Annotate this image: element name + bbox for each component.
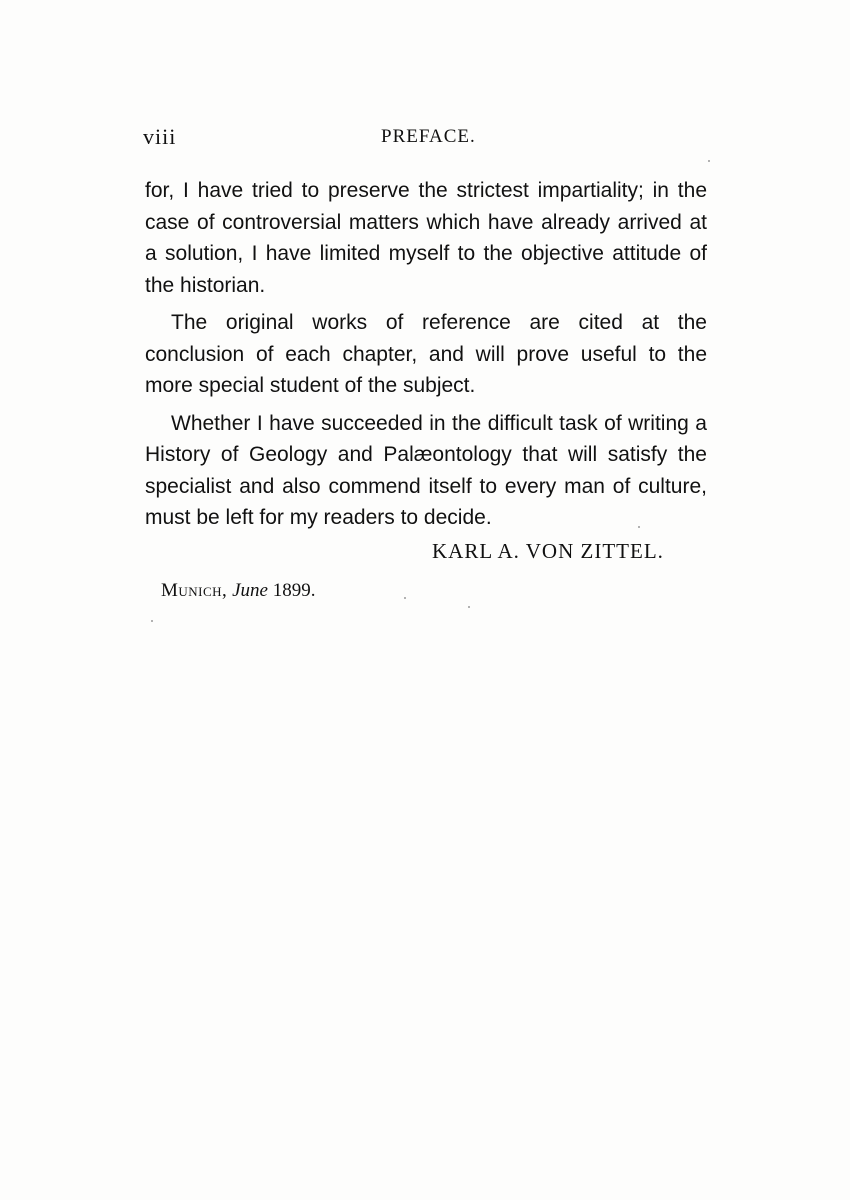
page-number: viii bbox=[143, 124, 177, 149]
dateline-city: Munich, bbox=[161, 580, 228, 601]
dateline-month: June bbox=[232, 580, 268, 601]
author-signature: KARL A. VON ZITTEL. bbox=[432, 539, 664, 563]
running-title: PREFACE. bbox=[381, 126, 476, 147]
page-header bbox=[143, 124, 708, 154]
paper-speck bbox=[708, 160, 710, 162]
paper-speck bbox=[638, 526, 640, 528]
paragraph-conclusion: Whether I have succeeded in the difficult task of writing a History of Geology and Palæontology that will satisfy the specialist and also commend itself to every man of culture, must be left for my readers to decide. bbox=[145, 411, 707, 529]
paper-speck bbox=[151, 620, 153, 622]
paper-speck bbox=[404, 597, 406, 599]
dateline bbox=[161, 580, 315, 602]
preface-body bbox=[145, 175, 707, 540]
paper-speck bbox=[468, 606, 470, 608]
dateline-year: 1899. bbox=[272, 580, 316, 601]
paragraph-references: The original works of reference are cited at the conclusion of each chapter, and will prove useful to the more special student of the subject. bbox=[145, 311, 707, 397]
paragraph-continued: for, I have tried to preserve the strictest impartiality; in the case of controversial matters which have already arrived at a solution, I have limited myself to the objective attitude of the historian. bbox=[145, 179, 707, 297]
